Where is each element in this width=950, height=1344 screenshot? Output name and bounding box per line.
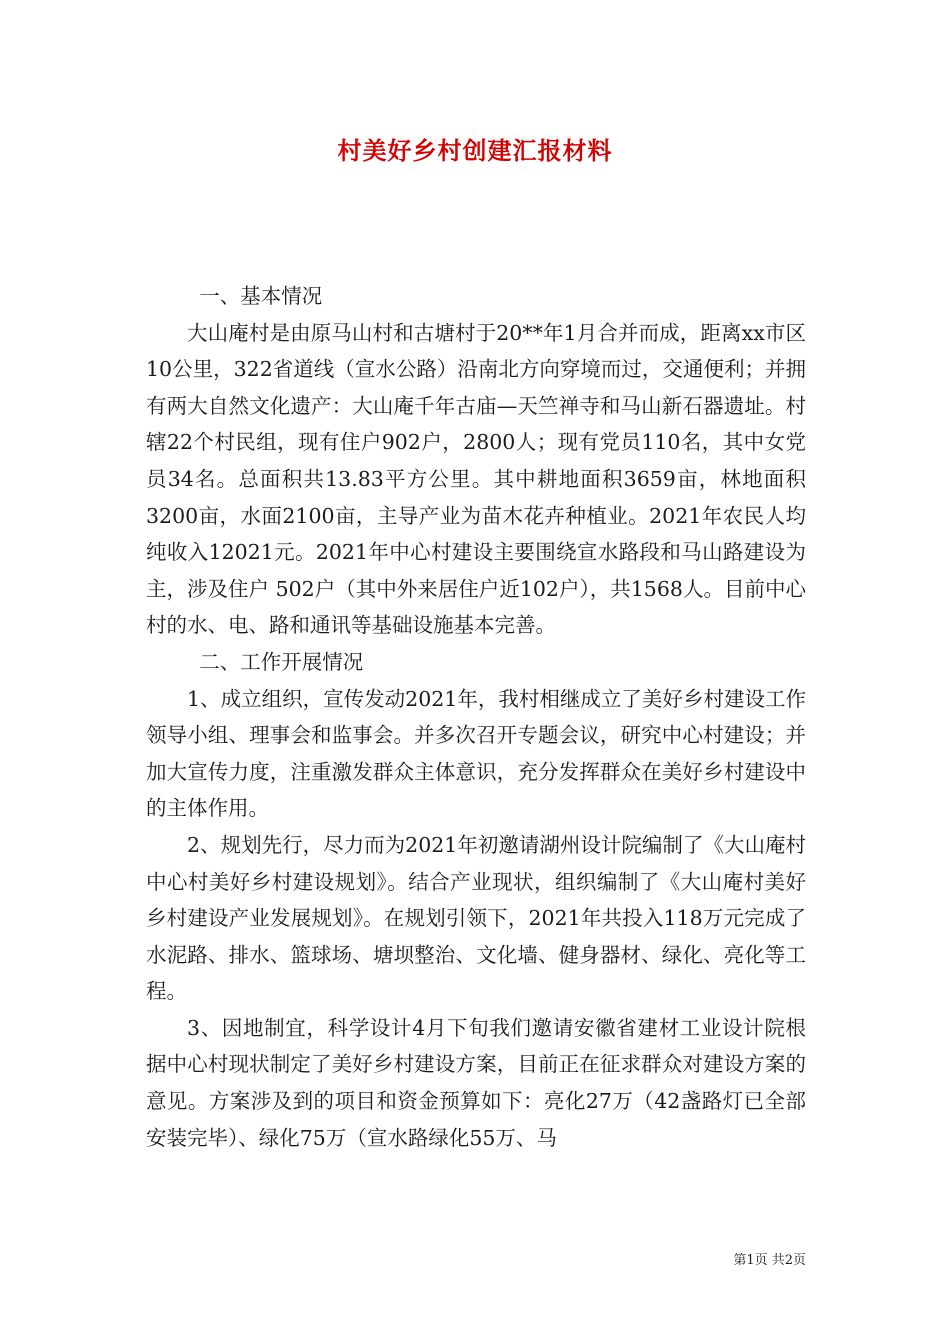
document-title: 村美好乡村创建汇报材料	[337, 136, 613, 165]
section-heading-work-progress: 二、工作开展情况	[199, 649, 364, 674]
paragraph-planning: 2、规划先行，尽力而为2021年初邀请湖州设计院编制了《大山庵村中心村美好乡村建设规划》。结合产业现状，组织编制了《大山庵村美好乡村建设产业发展规划》。在规划引领下，2021年共投入118万元完成了水泥路、排水、篮球场、塘坝整治、文化墙、健身器材、绿化、亮化等工程。	[146, 832, 806, 1004]
paragraph-design: 3、因地制宜，科学设计4月下旬我们邀请安徽省建材工业设计院根据中心村现状制定了美好乡村建设方案，目前正在征求群众对建设方案的意见。方案涉及到的项目和资金预算如下：亮化27万（42盏路灯已全部安装完毕）、绿化75万（宣水路绿化55万、马	[146, 1015, 806, 1150]
paragraph-organization: 1、成立组织，宣传发动2021年，我村相继成立了美好乡村建设工作领导小组、理事会和监事会。并多次召开专题会议，研究中心村建设；并加大宣传力度，注重激发群众主体意识，充分发挥群众在美好乡村建设中的主体作用。	[146, 686, 806, 821]
paragraph-basic-info: 大山庵村是由原马山村和古塘村于20**年1月合并而成，距离xx市区10公里，322省道线（宣水公路）沿南北方向穿境而过，交通便利；并拥有两大自然文化遗产：大山庵千年古庙—天竺禅寺和马山新石器遗址。村辖22个村民组，现有住户902户，2800人；现有党员110名，其中女党员34名。总面积共13.83平方公里。其中耕地面积3659亩，林地面积3200亩，水面2100亩，主导产业为苗木花卉种植业。2021年农民人均纯收入12021元。2021年中心村建设主要围绕宣水路段和马山路建设为主，涉及住户 502户（其中外来居住户近102户），共1568人。目前中心村的水、电、路和通讯等基础设施基本完善。	[146, 320, 806, 638]
page-number: 第1页 共2页	[733, 1253, 806, 1268]
document-body	[146, 278, 806, 1156]
section-heading-basic-info: 一、基本情况	[199, 284, 323, 308]
